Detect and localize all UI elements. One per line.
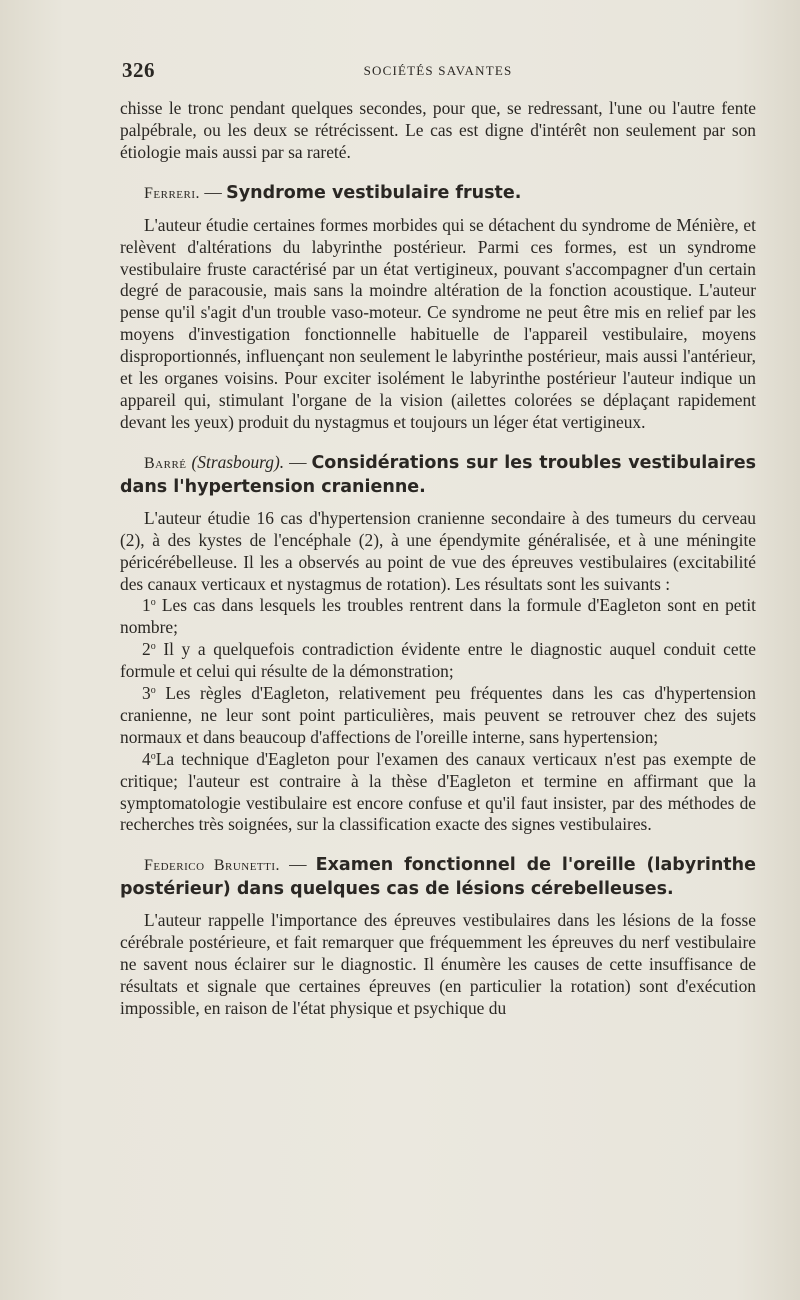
section-paragraph: L'auteur étudie certaines formes morbides qui se détachent du syndrome de Ménière, et relèvent d'altérations du labyrinthe postérieur. Parmi ces formes, est un syndrome vestibulaire fruste caractérisé par un état vertigineux, pouvant s'accompagner d'un certain degré de paracousie, mais sans la moindre altération de la fonction acoustique. L'auteur pense qu'il s'agit d'un trouble vaso-moteur. Ce syndrome ne peut être mis en relief par les moyens d'investigation fonctionnelle habituelle de l'appareil vestibulaire, moyens disproportionnés, influençant non seulement le labyrinthe postérieur, mais aussi l'antérieur, et les organes voisins. Pour exciter isolément le labyrinthe postérieur l'auteur indique un appareil qui, stimulant l'organe de la vision (ailettes colorées se déplaçant rapidement devant les yeux) produit du nystagmus et toujours un léger état vertigineux. [120,214,756,432]
section-title: Considérations sur les troubles vestibulaires dans l'hypertension cranienne. [120,452,756,497]
page-header [120,52,756,84]
section-heading-barre [120,451,756,498]
section-author: Ferreri. [144,184,201,202]
section-title: Examen fonctionnel de l'oreille (labyrinthe postérieur) dans quelques cas de lésions cérebelleuses. [120,855,756,900]
list-item: 2$^o$ Il y a quelquefois contradiction évidente entre le diagnostic auquel conduit cette formule et celui qui résulte de la démonstration; [120,639,757,682]
section-paragraph: L'auteur rappelle l'importance des épreuves vestibulaires dans les lésions de la fosse cérébrale postérieure, et fait remarquer que fréquemment les épreuves du nerf vestibulaire ne savent nous éclairer sur le diagnostic. Il énumère les causes de cette insuffisance de résultats et signale que certaines épreuves (en particulier la rotation) sont d'exécution impossible, en raison de l'état physique et psychique du [120,910,756,1018]
em-dash: — [289,854,307,875]
intro-paragraph: chisse le tronc pendant quelques secondes, pour que, se redressant, l'une ou l'autre fente palpébrale, ou les deux se rétrécissent. Le cas est digne d'intérêt non seulement par son étiologie mais aussi par sa rareté. [120,98,756,162]
section-author: Federico Brunetti. [144,857,281,875]
page-number: 326 [122,58,155,82]
section-title: Syndrome vestibulaire fruste. [226,182,522,203]
section-heading-ferreri [120,181,756,205]
section-author: Barré [144,454,187,472]
section-affiliation: (Strasbourg). [191,451,285,472]
running-head: SOCIÉTÉS SAVANTES [363,63,513,78]
list-item: 1$^o$ Les cas dans lesquels les troubles rentrent dans la formule d'Eagleton sont en petit nombre; [120,595,756,638]
em-dash: — [204,181,222,202]
section-paragraph: L'auteur étudie 16 cas d'hypertension cranienne secondaire à des tumeurs du cerveau (2), à des kystes de l'encéphale (2), à une épendymite généralisée, et à une méningite péricérébelleuse. Il les a observés au point de vue des épreuves vestibulaires (excitabilité des canaux verticaux et nystagmus de rotation). Les résultats sont les suivants : [120,507,756,594]
list-item: 4$^o$La technique d'Eagleton pour l'examen des canaux verticaux n'est pas exempte de critique; l'auteur est contraire à la thèse d'Eagleton et termine en affirmant que la symptomatologie vestibulaire est encore confuse et qu'il faut insister, par des méthodes de recherches très soignées, sur la classification exacte des signes vestibulaires. [120,748,756,835]
section-heading-brunetti [120,853,756,900]
em-dash: — [289,451,307,472]
list-item: 3$^o$ Les règles d'Eagleton, relativement peu fréquentes dans les cas d'hypertension cranienne, ne leur sont point particulières, mais peuvent se retrouver chez des sujets normaux et dans beaucoup d'affections de l'oreille interne, sans hypertension; [120,683,756,747]
article-body [120,98,756,1020]
